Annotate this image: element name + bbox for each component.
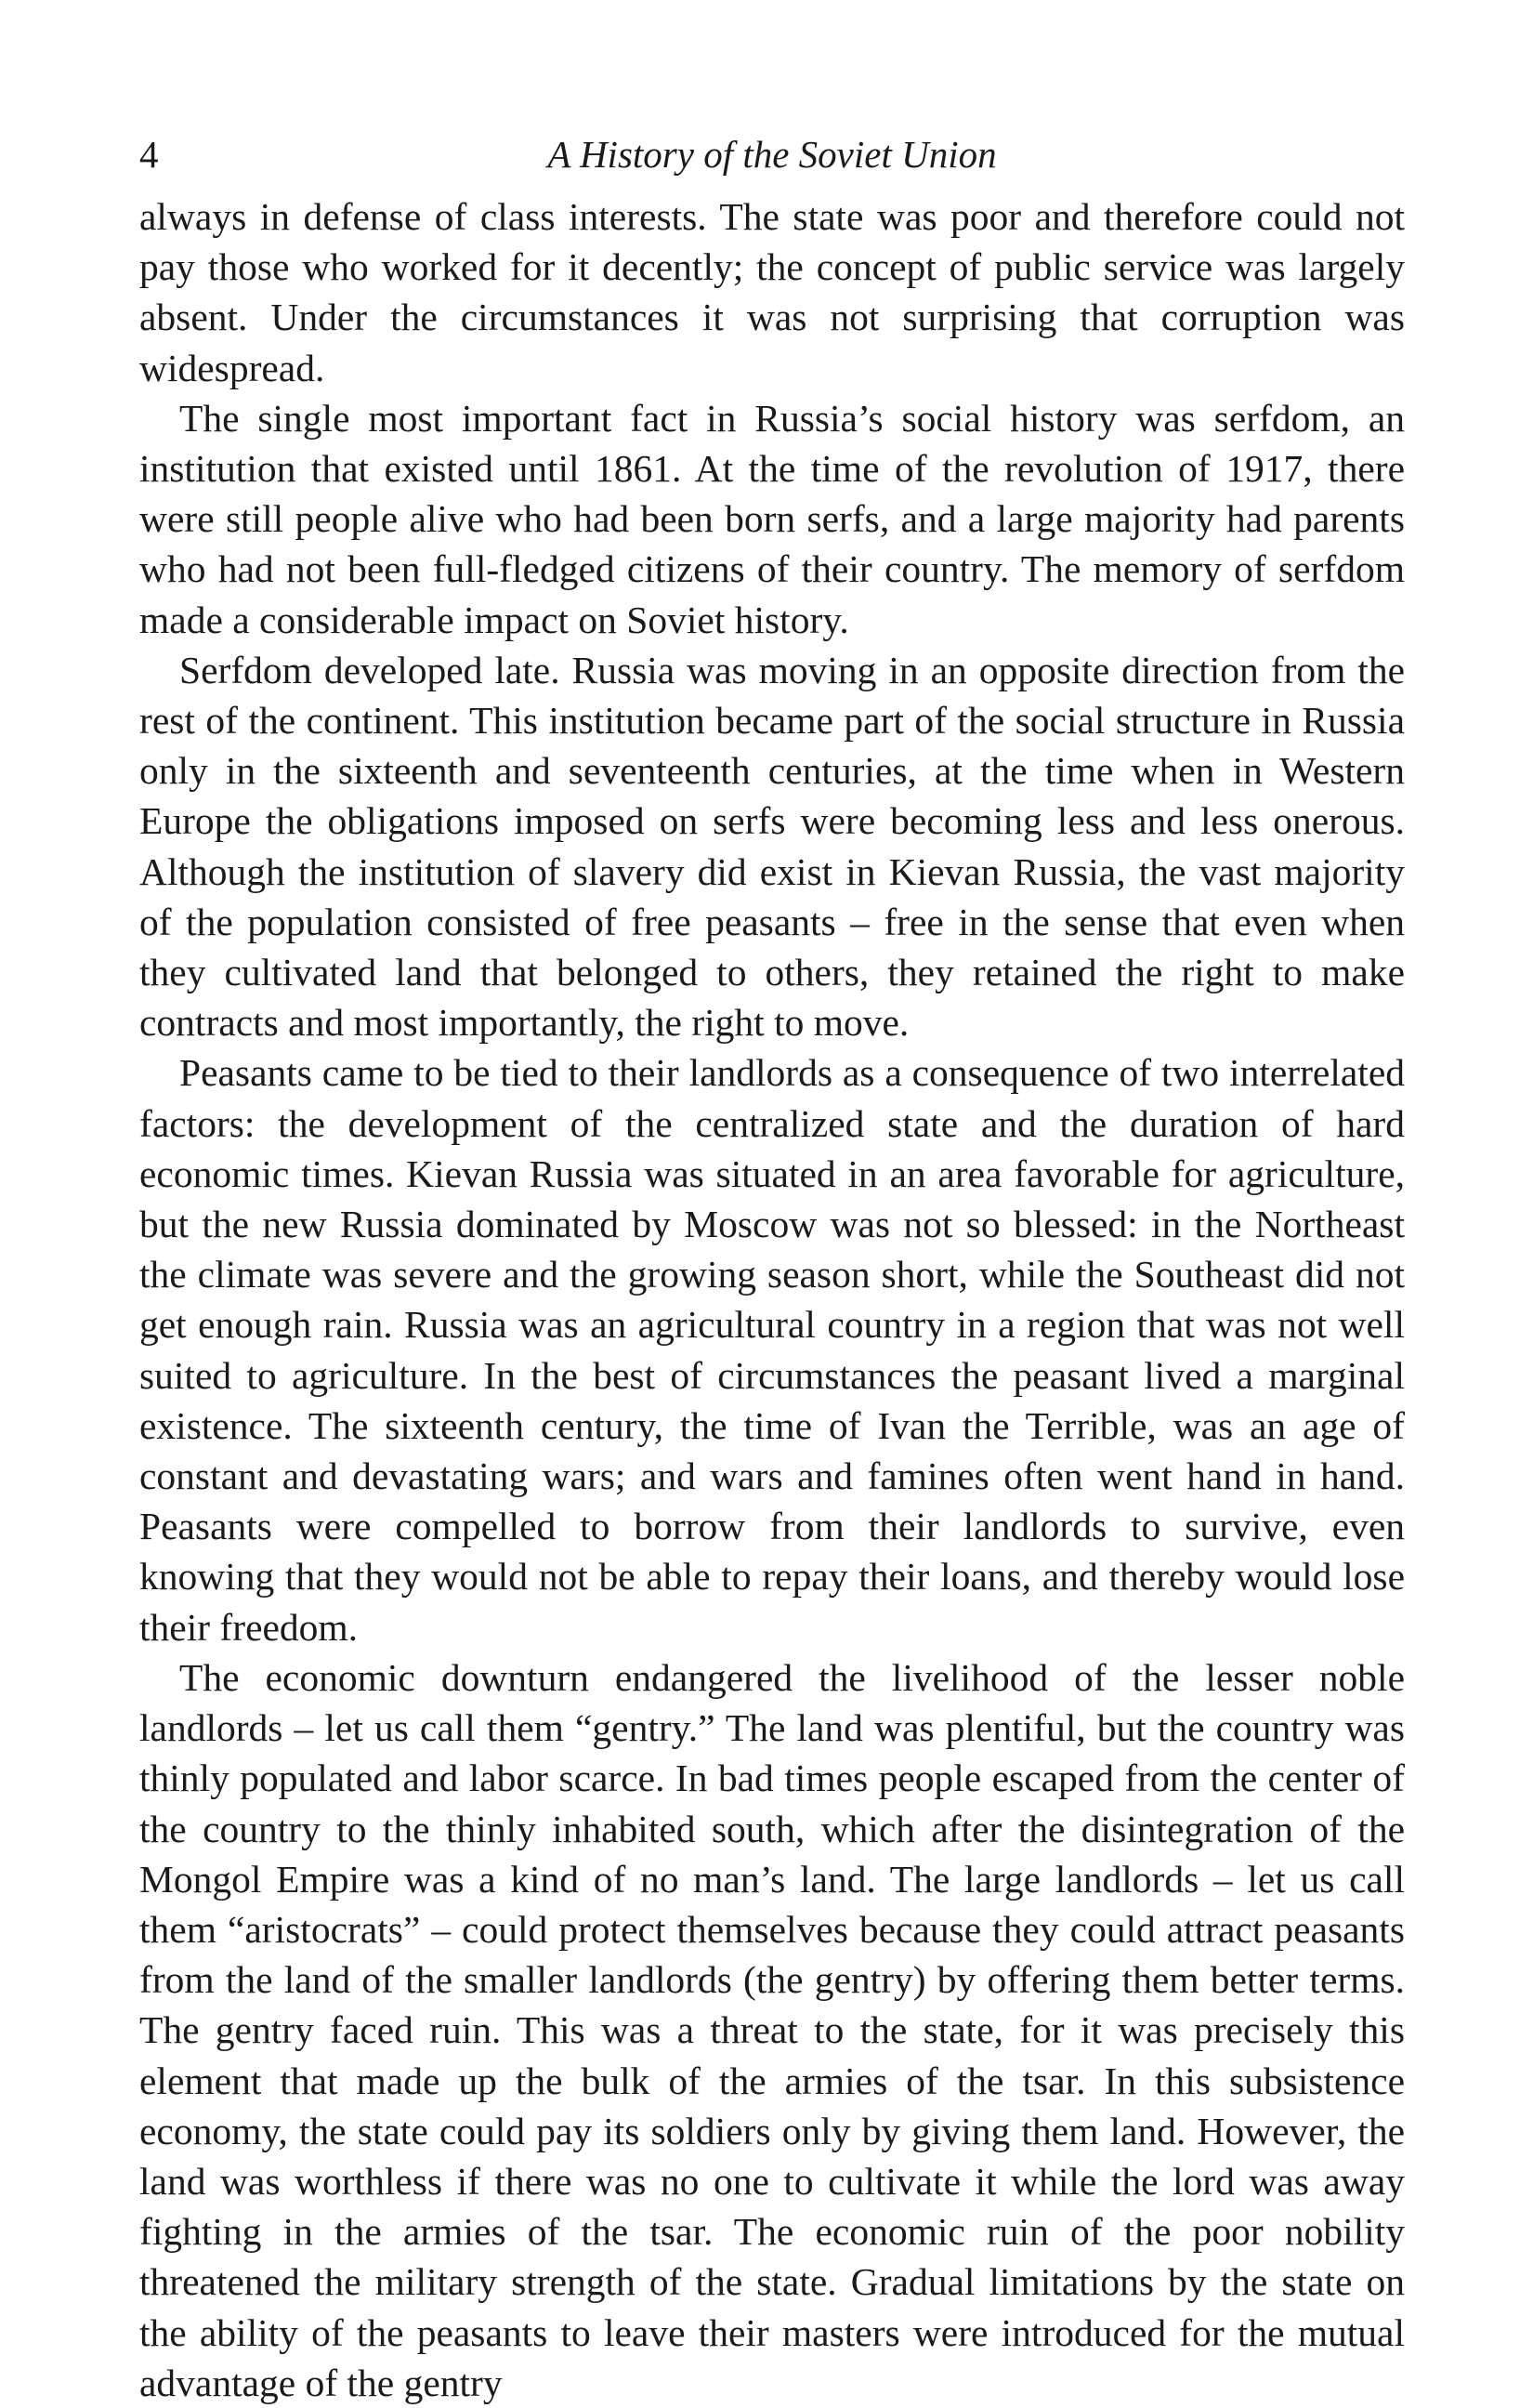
running-title: A History of the Soviet Union (547, 133, 997, 176)
book-page (139, 130, 1405, 2408)
paragraph-peasants-tied: Peasants came to be tied to their landlords as a consequence of two interrelated factors: the development of the centralized state and the duration of hard economic times. Kievan Russia was situated in an area favorable for agriculture, but the new Russia dominated by Moscow was not so blessed: in the Northeast the climate was severe and the growing season short, while the Southeast did not get enough rain. Russia was an agricultural country in a region that was not well suited to agriculture. In the best of circumstances the peasant lived a marginal existence. The sixteenth century, the time of Ivan the Terrible, was an age of constant and devastating wars; and wars and famines often went hand in hand. Peasants were compelled to borrow from their landlords to survive, even knowing that they would not be able to repay their loans, and thereby would lose their freedom. (139, 1051, 1405, 1649)
paragraph-serfdom-late: Serfdom developed late. Russia was moving in an opposite direction from the rest of the continent. This institution became part of the social structure in Russia only in the sixteenth and seventeenth centuries, at the time when in Western Europe the obligations imposed on serfs were becoming less and less onerous. Although the institution of slavery did exist in Kievan Russia, the vast majority of the population consisted of free peasants – free in the sense that even when they cultivated land that belonged to others, they retained the right to make contracts and most importantly, the right to move. (139, 648, 1405, 1045)
paragraph-continued: always in defense of class interests. The state was poor and therefore could not pay those who worked for it decently; the concept of public service was largely absent. Under the circumstances it was not surprising that corruption was widespread. (139, 195, 1405, 389)
paragraph-economic-downturn: The economic downturn endangered the livelihood of the lesser noble landlords – let us call them “gentry.” The land was plentiful, but the country was thinly populated and labor scarce. In bad times people escaped from the center of the country to the thinly inhabited south, which after the disintegration of the Mongol Empire was a kind of no man’s land. The large landlords – let us call them “aristocrats” – could protect themselves because they could attract peasants from the land of the smaller landlords (the gentry) by offering them better terms. The gentry faced ruin. This was a threat to the state, for it was precisely this element that made up the bulk of the armies of the tsar. In this subsistence economy, the state could pay its soldiers only by giving them land. However, the land was worthless if there was no one to cultivate it while the lord was away fighting in the armies of the tsar. The economic ruin of the poor nobility threatened the military strength of the state. Gradual limitations by the state on the ability of the peasants to leave their masters were introduced for the mutual advantage of the gentry (139, 1655, 1405, 2404)
body-text (139, 191, 1405, 2408)
page-number: 4 (139, 133, 159, 176)
paragraph-serfdom-fact: The single most important fact in Russia’s social history was serfdom, an institution that existed until 1861. At the time of the revolution of 1917, there were still people alive who had been born serfs, and a large majority had parents who had not been full-fledged citizens of their country. The memory of serfdom made a considerable impact on Soviet history. (139, 396, 1405, 641)
running-head (139, 130, 1405, 186)
